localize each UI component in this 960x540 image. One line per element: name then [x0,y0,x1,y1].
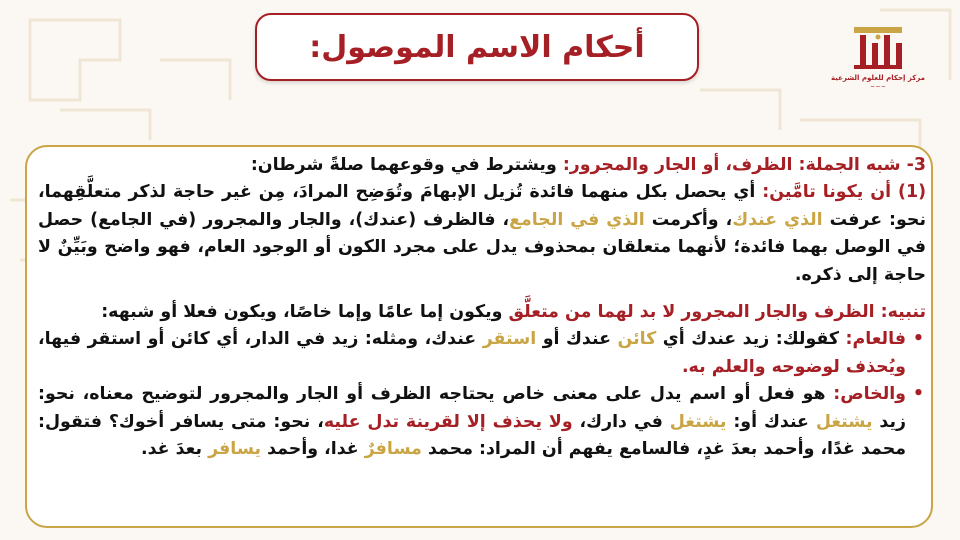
lesson-text [38,152,926,463]
note [38,299,926,326]
slide-title: أحكام الاسم الموصول: [309,29,645,65]
condition-1: (1) أن يكونا تامَّين: أي يحصل بكل منهما فائدة تُزيل الإبهامَ وتُوَضِح المرادَ، مِن غير حاجة لذكر متعلَّقِهما، نحو: عرفت الذي عندك، وأكرمت الذي في الجامع، فالظرف (عندك)، والجار والمجرور (في الجامع) حصل في الوصل بهما فائدة؛ لأنهما متعلقان بمحذوف يدل على مجرد الكون أو الوجود العام، فهو واضح وبَيِّنٌ لا حاجة إلى ذكره. [38,182,927,285]
title-banner [255,13,699,81]
bullet-list [38,326,926,463]
list-item-specific: • والخاص: هو فعل أو اسم يدل على معنى خاص يحتاجه الظرف أو الجار والمجرور لتوضيح معناه، نحو: زيد يشتغل عندك أو: يشتغل في دارك، ولا يحذف إلا لقرينة تدل عليه، نحو: متى يسافر أخوك؟ فتقول: محمد غدًا، وأحمد بعدَ غدٍ، فالسامع يفهم أن المراد: محمد مسافرٌ غدا، وأحمد يسافر بعدَ غد. [38,381,906,463]
ihkam-logo-icon [850,25,906,73]
note-rest: ويكون إما عامًا وإما خاصًا، ويكون فعلا أو شبهه: [101,302,509,323]
logo [831,25,925,95]
section-heading [38,152,926,179]
list-item-general: • فالعام: كقولك: زيد عندك أي كائن عندك أو استقر عندك، ومثله: زيد في الدار، أي كائن أو استقر فيها، ويُحذف لوضوحه والعلم به. [38,326,906,381]
specific-label: والخاص: [833,384,906,405]
condition-1-label: (1) أن يكونا تامَّين: [762,182,927,203]
logo-tagline: ــ ــ ــ [870,82,886,89]
heading-rest: ويشترط في وقوعهما صلةً شرطان: [250,155,563,175]
general-label: فالعام: [845,329,906,350]
heading-terms: الظرف، أو الجار والمجرور: [562,155,793,175]
heading-number: 3- شبه الجملة: [798,155,926,175]
example-2: الذي في الجامع [509,209,645,230]
note-label: تنبيه: الظرف والجار المجرور لا بد لهما من متعلَّق [508,302,926,323]
logo-subtitle: مركز إحكام للعلوم الشرعية [831,74,925,82]
example-1: الذي عندك [732,209,823,230]
